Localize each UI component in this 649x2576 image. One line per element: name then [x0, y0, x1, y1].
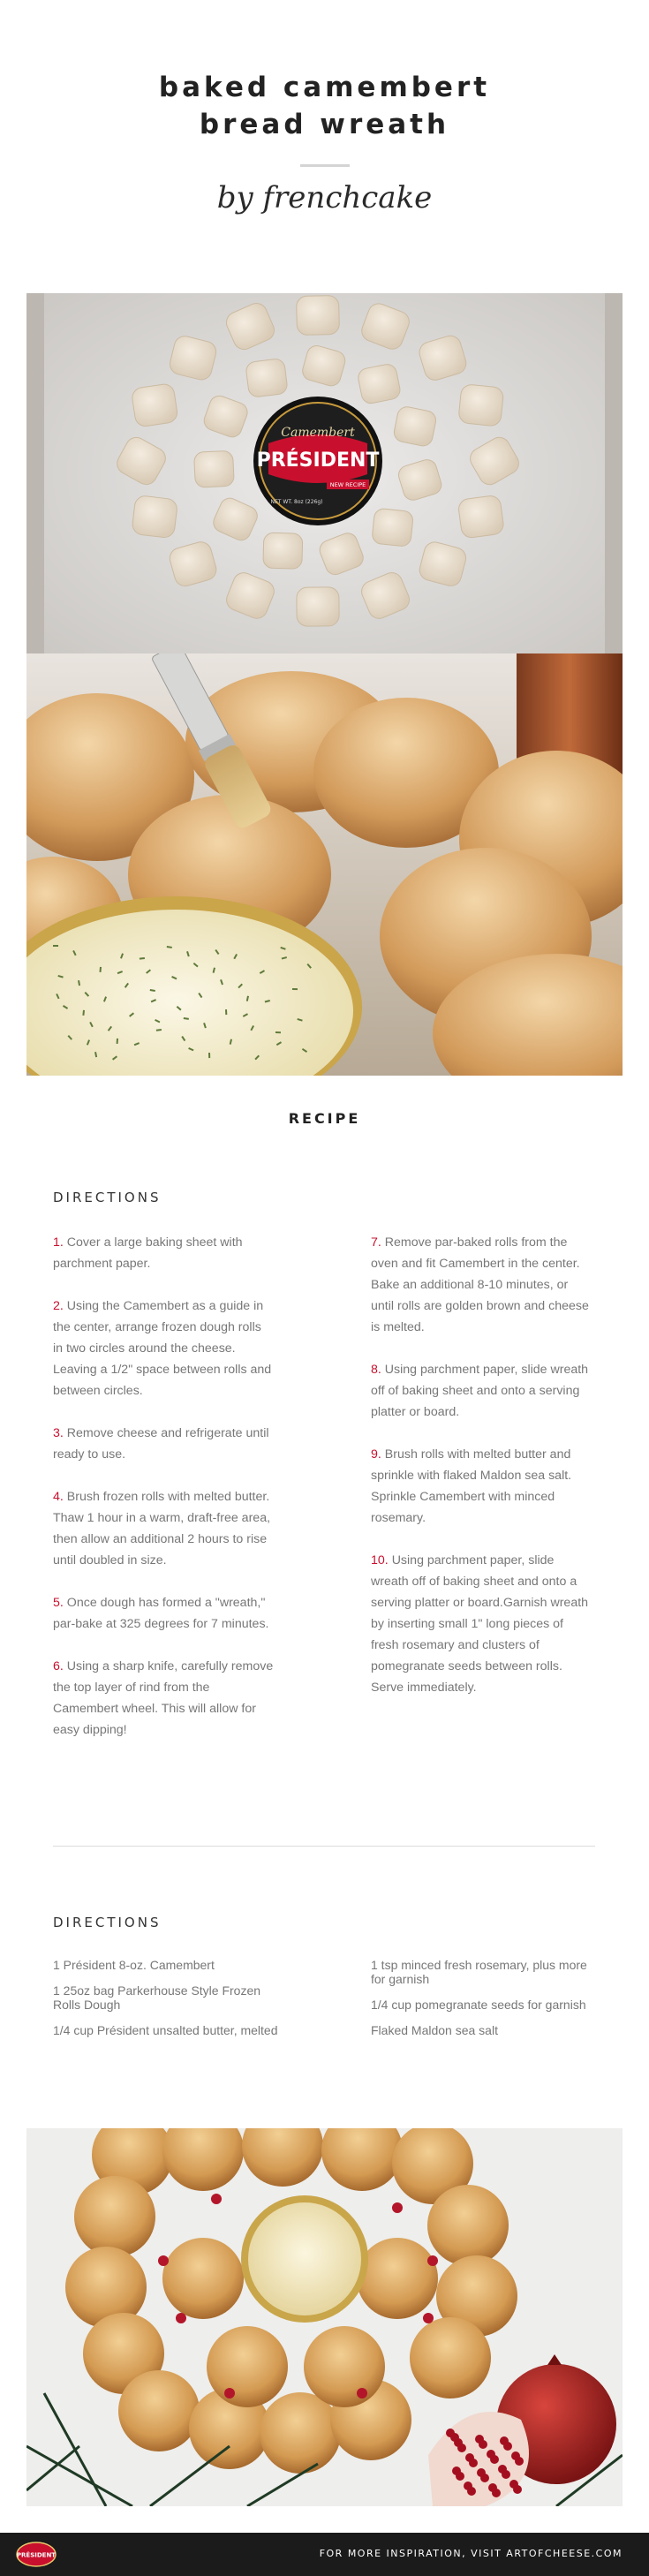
label-brand: PRÉSIDENT	[256, 449, 380, 472]
brie-with-dough-rolls-photo	[26, 293, 623, 653]
pomegranate-seed	[450, 2433, 459, 2442]
herb-fleck	[292, 988, 298, 990]
bread-roll	[304, 2326, 385, 2407]
photo-finished-wreath	[26, 2128, 623, 2506]
footer	[0, 2533, 649, 2576]
dough-roll	[245, 358, 289, 397]
dough-roll	[457, 495, 504, 539]
dough-roll	[297, 587, 339, 626]
step-9: 9. Brush rolls with melted butter and sprinkle with flaked Maldon sea salt. Sprinkle Camembert with minced rosemary.	[371, 1447, 572, 1525]
herb-fleck	[225, 1009, 227, 1015]
photo-dough-arrangement	[26, 293, 623, 653]
step-5: 5. Once dough has formed a "wreath," par-bake at 325 degrees for 7 minutes.	[53, 1596, 269, 1631]
footer-link[interactable]: FOR MORE INSPIRATION, VISIT ARTOFCHEESE.COM	[319, 2548, 623, 2559]
label-brand-top: Camembert	[281, 426, 355, 440]
pomegranate-seed	[357, 2388, 367, 2398]
pomegranate-seed	[500, 2436, 509, 2445]
step-6: 6. Using a sharp knife, carefully remove the top layer of rind from the Camembert wheel. This will allow for easy dipping!	[53, 1659, 274, 1737]
title-divider	[300, 164, 350, 167]
step-8: 8. Using parchment paper, slide wreath off of baking sheet and onto a serving platter or board.	[371, 1363, 589, 1419]
ingredient-item: 1 Président 8-oz. Camembert	[53, 1958, 215, 1972]
step-1: 1. Cover a large baking sheet with parchment paper.	[53, 1235, 243, 1271]
ingredient-item: Flaked Maldon sea salt	[371, 2023, 498, 2037]
pomegranate-seed	[509, 2480, 518, 2489]
step-2: 2. Using the Camembert as a guide in the center, arrange frozen dough rolls in two circles around the cheese. Leaving a 1/2" space between rolls and between circles.	[53, 1299, 272, 1398]
pomegranate-seed	[224, 2388, 235, 2398]
bread-roll	[260, 2392, 341, 2474]
herb-fleck	[208, 1053, 210, 1058]
logo-text: PRÉSIDENT	[16, 2551, 57, 2559]
pomegranate-seed	[487, 2450, 495, 2459]
herb-fleck	[117, 1039, 118, 1044]
ingredients-heading: DIRECTIONS	[53, 1915, 162, 1930]
pomegranate-seed	[452, 2466, 461, 2475]
pomegranate-seed	[477, 2468, 486, 2477]
step-7: 7. Remove par-baked rolls from the oven and fit Camembert in the center. Bake an additional 8-10 minutes, or until rolls are golden brown and cheese is melted.	[371, 1235, 589, 1334]
ingredient-item: 1 25oz bag Parkerhouse Style Frozen Rolls Dough	[53, 1983, 261, 2012]
pomegranate-seed	[498, 2465, 507, 2474]
pomegranate-seed	[464, 2482, 472, 2490]
pomegranate-seed	[465, 2453, 474, 2462]
dough-roll	[372, 508, 414, 547]
dough-roll	[296, 295, 339, 335]
ingredient-item: 1 tsp minced fresh rosemary, plus more for garnish	[371, 1958, 587, 1986]
pomegranate-seed	[488, 2483, 497, 2492]
directions-left-column	[53, 1232, 274, 1762]
brushing-butter-photo	[26, 653, 623, 1076]
herb-fleck	[275, 1031, 281, 1033]
dough-roll	[263, 533, 303, 569]
directions-heading: DIRECTIONS	[53, 1190, 162, 1205]
dough-roll	[392, 405, 437, 448]
dough-roll	[132, 495, 178, 538]
bread-roll	[427, 2185, 509, 2266]
pomegranate-seed	[392, 2202, 403, 2213]
pomegranate-seed	[158, 2255, 169, 2266]
dough-roll	[458, 384, 504, 427]
pomegranate-seed	[423, 2313, 434, 2323]
step-10: 10. Using parchment paper, slide wreath off of baking sheet and onto a serving platter or board.Garnish wreath by inserting small 1" long pieces of fresh rosemary and clusters of pomegranate seeds between rolls. Serve immediately.	[371, 1553, 589, 1695]
ingredient-item: 1/4 cup pomegranate seeds for garnish	[371, 1998, 586, 2012]
bread-roll	[410, 2317, 491, 2398]
ingredients-left-column	[53, 1958, 291, 2049]
pomegranate-seed	[211, 2194, 222, 2204]
step-4: 4. Brush frozen rolls with melted butter. Thaw 1 hour in a warm, draft-free area, then allow an additional 2 hours to rise until doubled in size.	[53, 1490, 271, 1568]
president-logo-icon	[16, 2542, 57, 2567]
page-title	[0, 69, 649, 143]
ingredients-right-column	[371, 1958, 600, 2049]
bread-roll	[162, 2238, 244, 2319]
label-weight: NET WT. 8oz (226g)	[270, 499, 323, 505]
bread-roll	[207, 2326, 288, 2407]
bread-roll	[74, 2176, 155, 2257]
ingredient-item: 1/4 cup Président unsalted butter, melted	[53, 2023, 278, 2037]
recipe-heading: RECIPE	[288, 1110, 361, 1127]
pomegranate-seed	[511, 2451, 520, 2460]
pomegranate-seed	[475, 2435, 484, 2444]
bread-roll	[118, 2370, 200, 2451]
bread-roll	[357, 2238, 438, 2319]
pomegranate-seed	[427, 2255, 438, 2266]
section-divider	[53, 1846, 595, 1847]
dough-roll	[193, 450, 234, 487]
dough-roll	[131, 383, 178, 428]
finished-wreath-photo	[26, 2128, 623, 2506]
directions-right-column	[371, 1232, 592, 1719]
label-ribbon: NEW RECIPE	[329, 481, 366, 488]
byline: by frenchcake	[216, 180, 433, 215]
title-line-2: bread wreath	[199, 109, 450, 140]
herb-fleck	[53, 945, 58, 947]
step-3: 3. Remove cheese and refrigerate until ready to use.	[53, 1426, 269, 1462]
title-line-1: baked camembert	[158, 72, 491, 103]
pomegranate-seed	[176, 2313, 186, 2323]
dough-roll	[357, 363, 402, 405]
photo-brushing	[26, 653, 623, 1076]
